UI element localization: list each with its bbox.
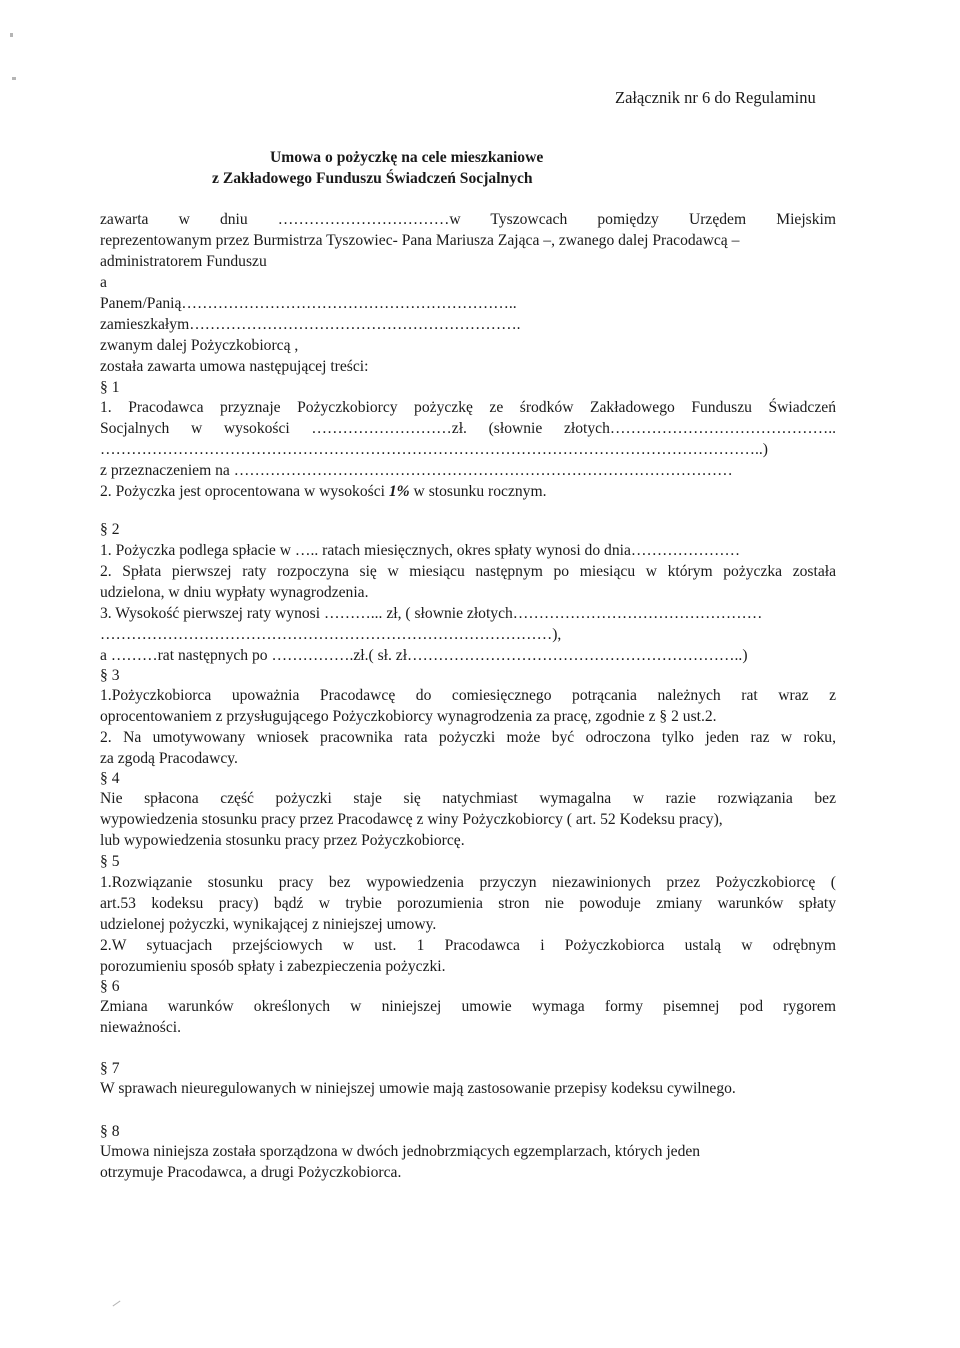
section-line-text: w stosunku rocznym. bbox=[409, 483, 547, 500]
section-line: udzielonej pożyczki, wynikającej z niniejszej umowy. bbox=[100, 916, 437, 933]
interest-rate-value: 1% bbox=[388, 483, 410, 500]
section-line: porozumieniu sposób spłaty i zabezpieczenia pożyczki. bbox=[100, 958, 446, 975]
section-heading: § 8 bbox=[100, 1123, 120, 1140]
intro-line: administratorem Funduszu bbox=[100, 253, 267, 270]
section-heading: § 6 bbox=[100, 978, 120, 995]
section-heading: § 5 bbox=[100, 853, 120, 870]
section-line: 2. Na umotywowany wniosek pracownika rata pożyczki może być odroczona tylko jeden raz w roku, bbox=[100, 729, 836, 746]
section-heading: § 3 bbox=[100, 667, 120, 684]
section-line-text: 2. Pożyczka jest oprocentowana w wysokości bbox=[100, 483, 389, 500]
section-line: Zmiana warunków określonych w niniejszej umowie wymaga formy pisemnej pod rygorem bbox=[100, 998, 836, 1015]
intro-line: Panem/Panią……………………………………………………….. bbox=[100, 295, 517, 312]
section-line: nieważności. bbox=[100, 1019, 181, 1036]
section-line: a ………rat następnych po …………….zł.( sł. zł………………………………………………………..) bbox=[100, 647, 748, 664]
section-line: 3. Wysokość pierwszej raty wynosi ………... zł, ( słownie złotych………………………………………… bbox=[100, 605, 763, 622]
section-heading: § 2 bbox=[100, 521, 120, 538]
section-line: ………………………………………………………………………………………………………………..) bbox=[100, 441, 768, 458]
section-line: Umowa niniejsza została sporządzona w dwóch jednobrzmiących egzemplarzach, których jeden bbox=[100, 1143, 701, 1160]
section-line: W sprawach nieuregulowanych w niniejszej umowie mają zastosowanie przepisy kodeksu cywilnego. bbox=[100, 1080, 736, 1097]
section-line: udzielona, w dniu wypłaty wynagrodzenia. bbox=[100, 584, 369, 601]
section-heading: § 7 bbox=[100, 1060, 120, 1077]
section-line bbox=[100, 482, 547, 503]
contract-title-line2: z Zakładowego Funduszu Świadczeń Socjalnych bbox=[212, 170, 533, 187]
section-line: Nie spłacona część pożyczki staje się natychmiast wymagalna w razie rozwiązania bez bbox=[100, 790, 836, 807]
scan-speck bbox=[10, 33, 13, 37]
section-line: 1. Pożyczka podlega spłacie w ….. ratach miesięcznych, okres spłaty wynosi do dnia………………… bbox=[100, 542, 741, 559]
section-line: lub wypowiedzenia stosunku pracy przez Pożyczkobiorcę. bbox=[100, 832, 465, 849]
section-line: otrzymuje Pracodawca, a drugi Pożyczkobiorca. bbox=[100, 1164, 402, 1181]
intro-line: a bbox=[100, 274, 107, 291]
section-heading: § 4 bbox=[100, 770, 120, 787]
section-line: 1.Pożyczkobiorca upoważnia Pracodawcę do comiesięcznego potrącania należnych rat wraz z bbox=[100, 687, 836, 704]
scan-speck bbox=[12, 77, 16, 80]
intro-line: zawarta w dniu ……………………………w Tyszowcach pomiędzy Urzędem Miejskim bbox=[100, 211, 836, 228]
annex-label: Załącznik nr 6 do Regulaminu bbox=[615, 88, 816, 107]
section-line: Socjalnych w wysokości ………………………zł. (słownie złotych…………………………………….. bbox=[100, 420, 836, 437]
section-line: za zgodą Pracodawcy. bbox=[100, 750, 238, 767]
section-line: 1. Pracodawca przyznaje Pożyczkobiorcy pożyczkę ze środków Zakładowego Funduszu Świadczeń bbox=[100, 399, 836, 416]
section-line: 1.Rozwiązanie stosunku pracy bez wypowiedzenia przyczyn niezawinionych przez Pożyczkobiorcę ( bbox=[100, 874, 836, 891]
section-line: wypowiedzenia stosunku pracy przez Pracodawcę z winy Pożyczkobiorcy ( art. 52 Kodeksu pracy), bbox=[100, 811, 723, 828]
scan-speck bbox=[113, 1301, 121, 1307]
section-line: z przeznaczeniem na …………………………………………………………………………………… bbox=[100, 462, 733, 479]
contract-title-line1: Umowa o pożyczkę na cele mieszkaniowe bbox=[270, 149, 544, 166]
intro-line: zwanym dalej Pożyczkobiorcą , bbox=[100, 337, 299, 354]
intro-line: reprezentowanym przez Burmistrza Tyszowiec- Pana Mariusza Zająca –, zwanego dalej Pracodawcą – bbox=[100, 232, 740, 249]
intro-line: została zawarta umowa następującej treści: bbox=[100, 358, 369, 375]
section-line: 2. Spłata pierwszej raty rozpoczyna się w miesiącu następnym po miesiącu w którym pożyczka została bbox=[100, 563, 836, 580]
section-line: art.53 kodeksu pracy) bądź w trybie porozumienia stron nie powoduje zmiany warunków spłaty bbox=[100, 895, 836, 912]
intro-line: zamieszkałym………………………………………………………. bbox=[100, 316, 521, 333]
section-line: ……………………………………………………………………………), bbox=[100, 626, 562, 643]
section-line: 2.W sytuacjach przejściowych w ust. 1 Pracodawca i Pożyczkobiorca ustalą w odrębnym bbox=[100, 937, 836, 954]
section-heading: § 1 bbox=[100, 379, 120, 396]
section-line: oprocentowaniem z przysługującego Pożyczkobiorcy wynagrodzenia za pracę, zgodnie z § 2 ust.2. bbox=[100, 708, 717, 725]
